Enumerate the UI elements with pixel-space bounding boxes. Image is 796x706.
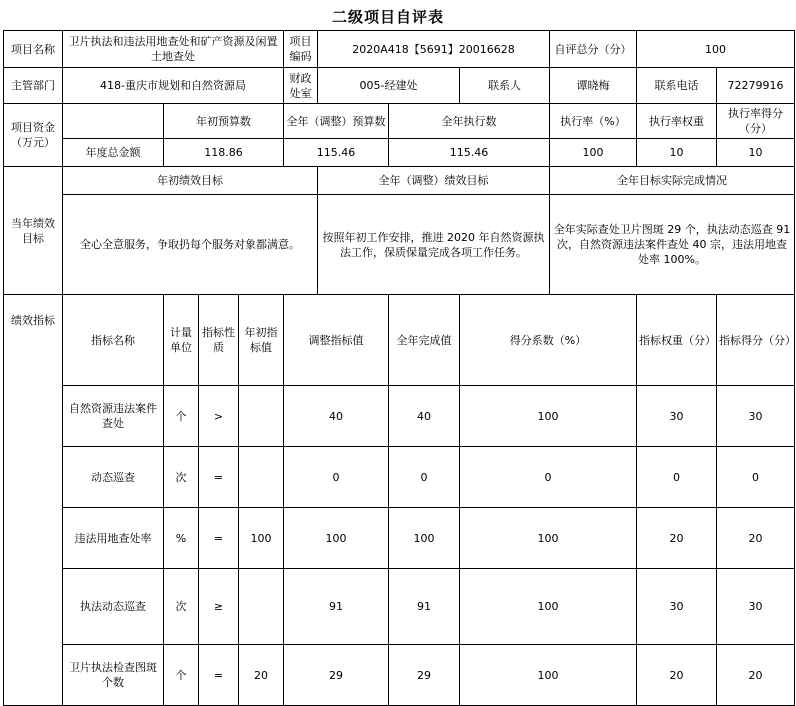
- indicator-coef: 100: [460, 508, 637, 569]
- indicator-weight: 0: [637, 447, 717, 508]
- indicator-score: 20: [717, 508, 795, 569]
- indicator-unit: %: [164, 508, 199, 569]
- finance: 005-经建处: [318, 68, 460, 104]
- indicator-actual: 91: [389, 569, 460, 645]
- actual-goal-header: 全年目标实际完成情况: [550, 167, 795, 195]
- indicator-actual: 100: [389, 508, 460, 569]
- adjusted-header: 调整指标值: [284, 295, 389, 386]
- table-row: [4, 447, 795, 508]
- dept: 418-重庆市规划和自然资源局: [63, 68, 284, 104]
- indicator-nature: ≥: [199, 569, 239, 645]
- actual-goal-text: 全年实际查处卫片图斑 29 个，执法动态巡查 91 次，自然资源违法案件查处 40 宗，违法用地查处率 100%。: [550, 195, 795, 295]
- project-name: 卫片执法和违法用地查处和矿产资源及闲置土地查处: [63, 31, 284, 68]
- indicator-coef: 100: [460, 645, 637, 706]
- sheet-title: 二级项目自评表: [331, 8, 444, 26]
- table-row: [4, 569, 795, 645]
- indicator-name: 执法动态巡查: [63, 569, 164, 645]
- indicator-initial: [239, 386, 284, 447]
- adjusted-budget-value: 115.46: [284, 139, 389, 167]
- indicator-name: 卫片执法检查图斑个数: [63, 645, 164, 706]
- weight-value: 10: [637, 139, 717, 167]
- indicator-actual: 0: [389, 447, 460, 508]
- indicator-score: 30: [717, 386, 795, 447]
- phone-label: 联系电话: [637, 68, 717, 104]
- indicator-initial: [239, 569, 284, 645]
- indicator-score: 20: [717, 645, 795, 706]
- contact-label: 联系人: [460, 68, 550, 104]
- finance-label: 财政处室: [284, 68, 318, 104]
- ind-weight-header: 指标权重（分）: [637, 295, 717, 386]
- contact: 谭晓梅: [550, 68, 637, 104]
- adjusted-budget-header: 全年（调整）预算数: [284, 104, 389, 139]
- indicator-name: 自然资源违法案件查处: [63, 386, 164, 447]
- self-score: 100: [637, 31, 795, 68]
- indicator-unit: 个: [164, 386, 199, 447]
- indicator-adjusted: 40: [284, 386, 389, 447]
- funds-blank-header: [63, 104, 164, 139]
- indicators-label: 绩效指标: [4, 295, 63, 706]
- indicator-initial: 20: [239, 645, 284, 706]
- indicator-adjusted: 0: [284, 447, 389, 508]
- exec-score-value: 10: [717, 139, 795, 167]
- exec-score-header: 执行率得分（分）: [717, 104, 795, 139]
- indicator-adjusted: 91: [284, 569, 389, 645]
- indicator-name: 违法用地查处率: [63, 508, 164, 569]
- indicator-adjusted: 100: [284, 508, 389, 569]
- weight-header: 执行率权重: [637, 104, 717, 139]
- indicator-coef: 0: [460, 447, 637, 508]
- execution-value: 115.46: [389, 139, 550, 167]
- annual-goal-header: 年初绩效目标: [63, 167, 318, 195]
- self-evaluation-table: [3, 30, 795, 706]
- annual-budget-value: 118.86: [164, 139, 284, 167]
- indicator-nature: >: [199, 386, 239, 447]
- annual-budget-header: 年初预算数: [164, 104, 284, 139]
- self-score-label: 自评总分（分）: [550, 31, 637, 68]
- unit-header: 计量单位: [164, 295, 199, 386]
- exec-rate-value: 100: [550, 139, 637, 167]
- indicator-nature: =: [199, 645, 239, 706]
- indicator-nature: =: [199, 508, 239, 569]
- indicator-nature: =: [199, 447, 239, 508]
- project-code-label: 项目编码: [284, 31, 318, 68]
- project-code: 2020A418【5691】20016628: [318, 31, 550, 68]
- indicator-initial: 100: [239, 508, 284, 569]
- indicator-name-header: 指标名称: [63, 295, 164, 386]
- goals-label: 当年绩效目标: [4, 167, 63, 295]
- indicator-name: 动态巡查: [63, 447, 164, 508]
- table-row: [4, 645, 795, 706]
- indicator-unit: 次: [164, 447, 199, 508]
- funds-label: 项目资金（万元）: [4, 104, 63, 167]
- indicator-unit: 个: [164, 645, 199, 706]
- indicator-adjusted: 29: [284, 645, 389, 706]
- nature-header: 指标性质: [199, 295, 239, 386]
- indicator-score: 0: [717, 447, 795, 508]
- indicator-weight: 30: [637, 569, 717, 645]
- indicator-unit: 次: [164, 569, 199, 645]
- indicator-actual: 40: [389, 386, 460, 447]
- indicator-weight: 20: [637, 508, 717, 569]
- funds-row-label: 年度总金额: [63, 139, 164, 167]
- indicator-initial: [239, 447, 284, 508]
- actual-header: 全年完成值: [389, 295, 460, 386]
- ind-score-header: 指标得分（分）: [717, 295, 795, 386]
- project-name-label: 项目名称: [4, 31, 63, 68]
- adjusted-goal-header: 全年（调整）绩效目标: [318, 167, 550, 195]
- execution-header: 全年执行数: [389, 104, 550, 139]
- phone: 72279916: [717, 68, 795, 104]
- indicator-weight: 20: [637, 645, 717, 706]
- indicator-actual: 29: [389, 645, 460, 706]
- adjusted-goal-text: 按照年初工作安排，推进 2020 年自然资源执法工作，保质保量完成各项工作任务。: [318, 195, 550, 295]
- indicator-coef: 100: [460, 569, 637, 645]
- coef-header: 得分系数（%）: [460, 295, 637, 386]
- dept-label: 主管部门: [4, 68, 63, 104]
- indicator-coef: 100: [460, 386, 637, 447]
- indicator-score: 30: [717, 569, 795, 645]
- exec-rate-header: 执行率（%）: [550, 104, 637, 139]
- table-row: [4, 386, 795, 447]
- indicator-weight: 30: [637, 386, 717, 447]
- initial-header: 年初指标值: [239, 295, 284, 386]
- annual-goal-text: 全心全意服务，争取扔每个服务对象都满意。: [63, 195, 318, 295]
- table-row: [4, 508, 795, 569]
